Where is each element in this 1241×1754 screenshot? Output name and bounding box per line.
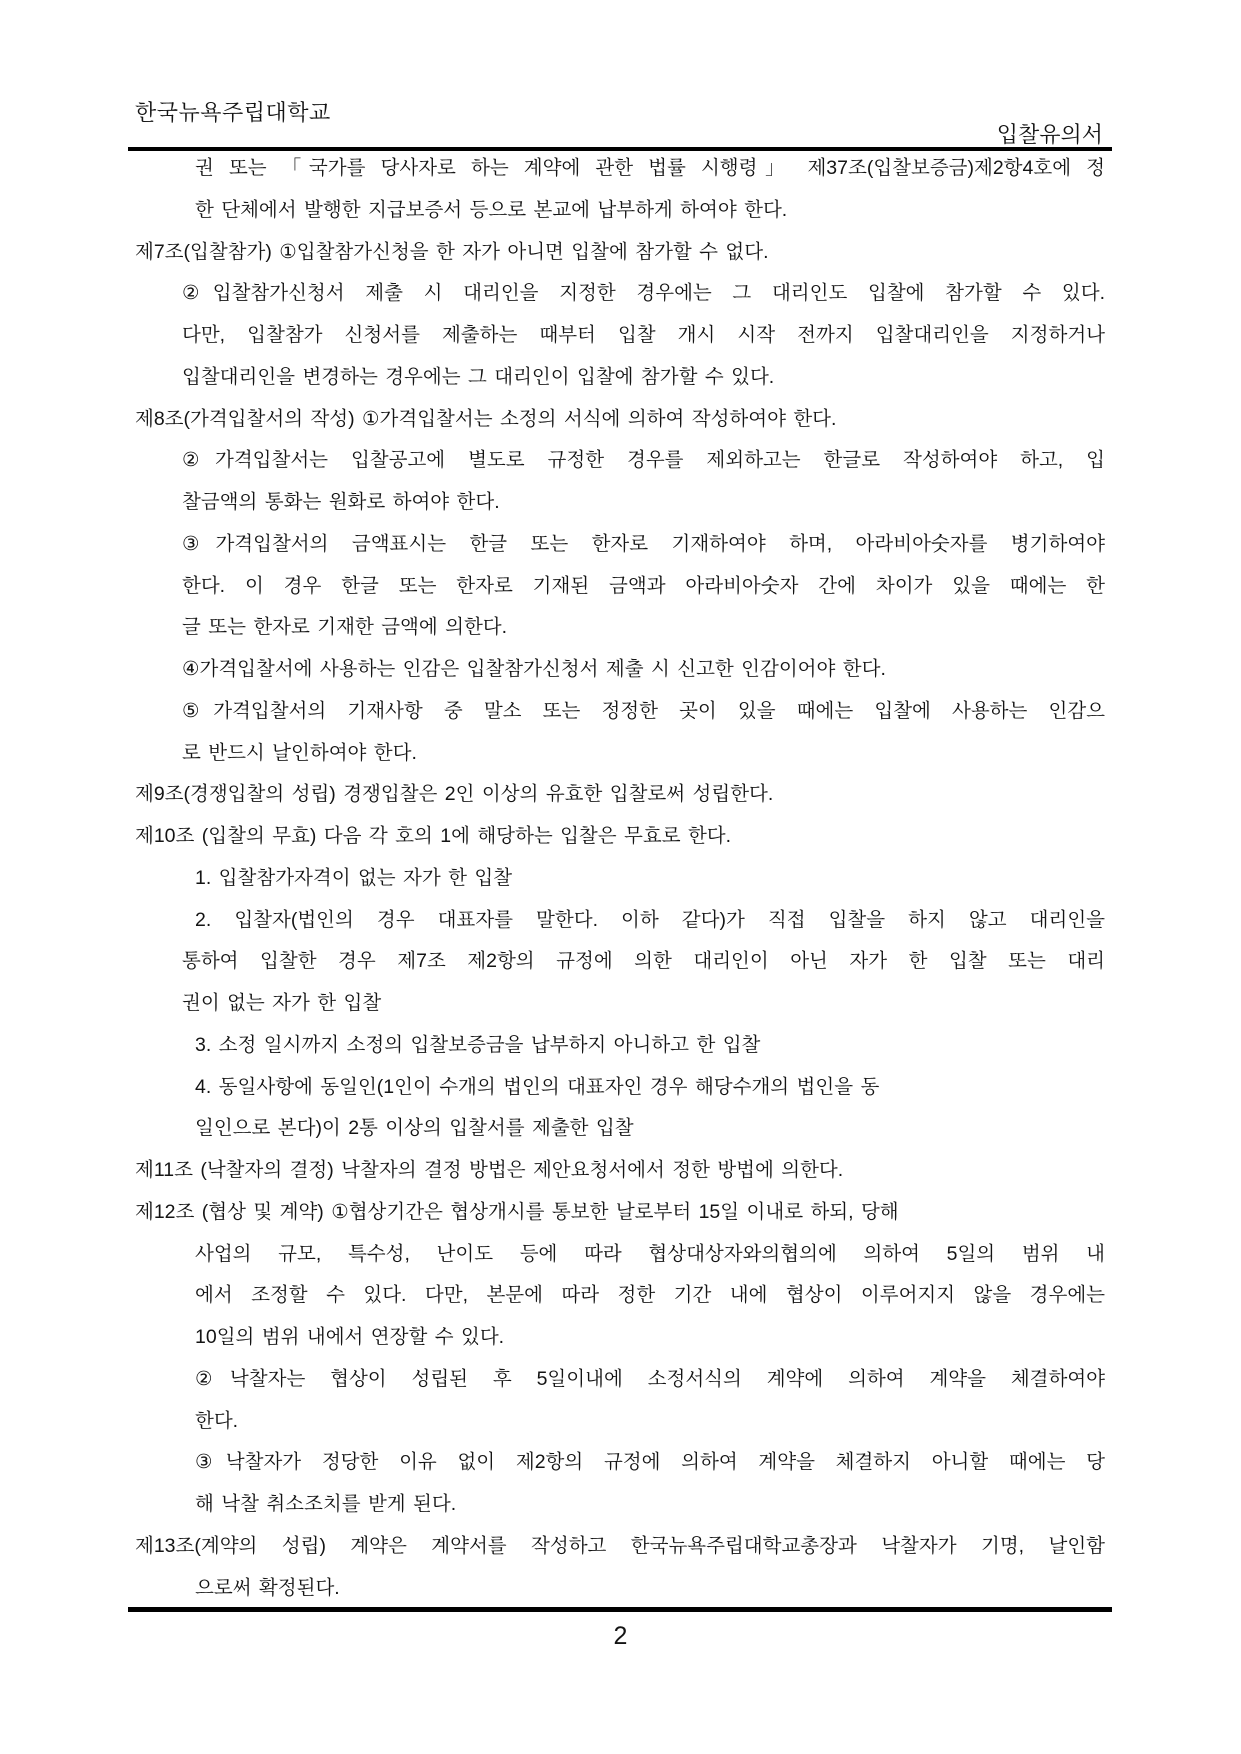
text-line: 제8조(가격입찰서의 작성) ①가격입찰서는 소정의 서식에 의하여 작성하여야 한다. (135, 407, 837, 430)
text-line: 4. 동일사항에 동일인(1인이 수개의 법인의 대표자인 경우 해당수개의 법인을 동 (195, 1075, 880, 1098)
text-line: 한다. (195, 1409, 239, 1432)
text-line: 제7조(입찰참가) ①입찰참가신청을 한 자가 아니면 입찰에 참가할 수 없다. (135, 240, 769, 263)
text-line: 에서 조정할 수 있다. 다만, 본문에 따라 정한 기간 내에 협상이 이루어지지 않을 경우에는 (195, 1284, 1105, 1307)
text-line: 해 낙찰 취소조치를 받게 된다. (195, 1493, 457, 1515)
text-line: 제11조 (낙찰자의 결정) 낙찰자의 결정 방법은 제안요청서에서 정한 방법에 의한다. (135, 1159, 844, 1181)
text-line: ③낙찰자가 정당한 이유 없이 제2항의 규정에 의하여 계약을 체결하지 아니할 때에는 당 (195, 1451, 1105, 1474)
text-line: 제10조 (입찰의 무효) 다음 각 호의 1에 해당하는 입찰은 무효로 한다. (135, 825, 732, 847)
text-line: 다만, 입찰참가 신청서를 제출하는 때부터 입찰 개시 시작 전까지 입찰대리인을 지정하거나 (182, 324, 1105, 346)
text-line: 찰금액의 통화는 원화로 하여야 한다. (182, 491, 500, 513)
text-line: 글 또는 한자로 기재한 금액에 의한다. (182, 616, 508, 639)
doc-type-label: 입찰유의서 (996, 122, 1103, 147)
text-line: 제13조(계약의 성립) 계약은 계약서를 작성하고 한국뉴욕주립대학교총장과 낙찰자가 기명, 날인함 (135, 1534, 1105, 1557)
page-number: 2 (613, 1622, 628, 1650)
text-line: 입찰대리인을 변경하는 경우에는 그 대리인이 입찰에 참가할 수 있다. (182, 365, 775, 388)
text-line: 통하여 입찰한 경우 제7조 제2항의 규정에 의한 대리인이 아닌 자가 한 입찰 또는 대리 (182, 950, 1105, 973)
text-line: ②낙찰자는 협상이 성립된 후 5일이내에 소정서식의 계약에 의하여 계약을 체결하여야 (195, 1367, 1105, 1390)
text-line: 1. 입찰참가자격이 없는 자가 한 입찰 (195, 866, 513, 889)
text-line: 으로써 확정된다. (195, 1576, 340, 1599)
text-line: 제12조 (협상 및 계약) ①협상기간은 협상개시를 통보한 날로부터 15일 이내로 하되, 당해 (135, 1200, 899, 1223)
text-line: ②가격입찰서는 입찰공고에 별도로 규정한 경우를 제외하고는 한글로 작성하여야 하고, 입 (182, 449, 1105, 472)
text-line: 10일의 범위 내에서 연장할 수 있다. (195, 1326, 505, 1348)
text-line: ⑤가격입찰서의 기재사항 중 말소 또는 정정한 곳이 있을 때에는 입찰에 사용하는 인감으 (182, 699, 1105, 722)
org-title: 한국뉴욕주립대학교 (135, 100, 331, 125)
text-line: 일인으로 본다)이 2통 이상의 입찰서를 제출한 입찰 (195, 1117, 634, 1140)
text-line: 한 단체에서 발행한 지급보증서 등으로 본교에 납부하게 하여야 한다. (195, 198, 788, 221)
text-line: 2. 입찰자(법인의 경우 대표자를 말한다. 이하 같다)가 직접 입찰을 하지 않고 대리인을 (195, 908, 1105, 931)
text-line: ②입찰참가신청서 제출 시 대리인을 지정한 경우에는 그 대리인도 입찰에 참가할 수 있다. (182, 282, 1105, 305)
document-body (135, 148, 1105, 1609)
text-line: 제9조(경쟁입찰의 성립) 경쟁입찰은 2인 이상의 유효한 입찰로써 성립한다. (135, 783, 774, 806)
footer-divider (128, 1607, 1112, 1612)
text-line: ④가격입찰서에 사용하는 인감은 입찰참가신청서 제출 시 신고한 인감이어야 한다. (182, 658, 886, 680)
text-line: ③가격입찰서의 금액표시는 한글 또는 한자로 기재하여야 하며, 아라비아숫자를 병기하여야 (182, 532, 1105, 555)
text-line: 한다. 이 경우 한글 또는 한자로 기재된 금액과 아라비아숫자 간에 차이가 있을 때에는 한 (182, 574, 1105, 597)
text-line: 로 반드시 날인하여야 한다. (182, 741, 417, 764)
text-line: 사업의 규모, 특수성, 난이도 등에 따라 협상대상자와의협의에 의하여 5일의 범위 내 (195, 1242, 1105, 1265)
text-line: 권이 없는 자가 한 입찰 (182, 992, 382, 1014)
text-line: 권 또는 「국가를 당사자로 하는 계약에 관한 법률 시행령」 제37조(입찰보증금)제2항4호에 정 (195, 157, 1105, 179)
text-line: 3. 소정 일시까지 소정의 입찰보증금을 납부하지 아니하고 한 입찰 (195, 1033, 761, 1056)
